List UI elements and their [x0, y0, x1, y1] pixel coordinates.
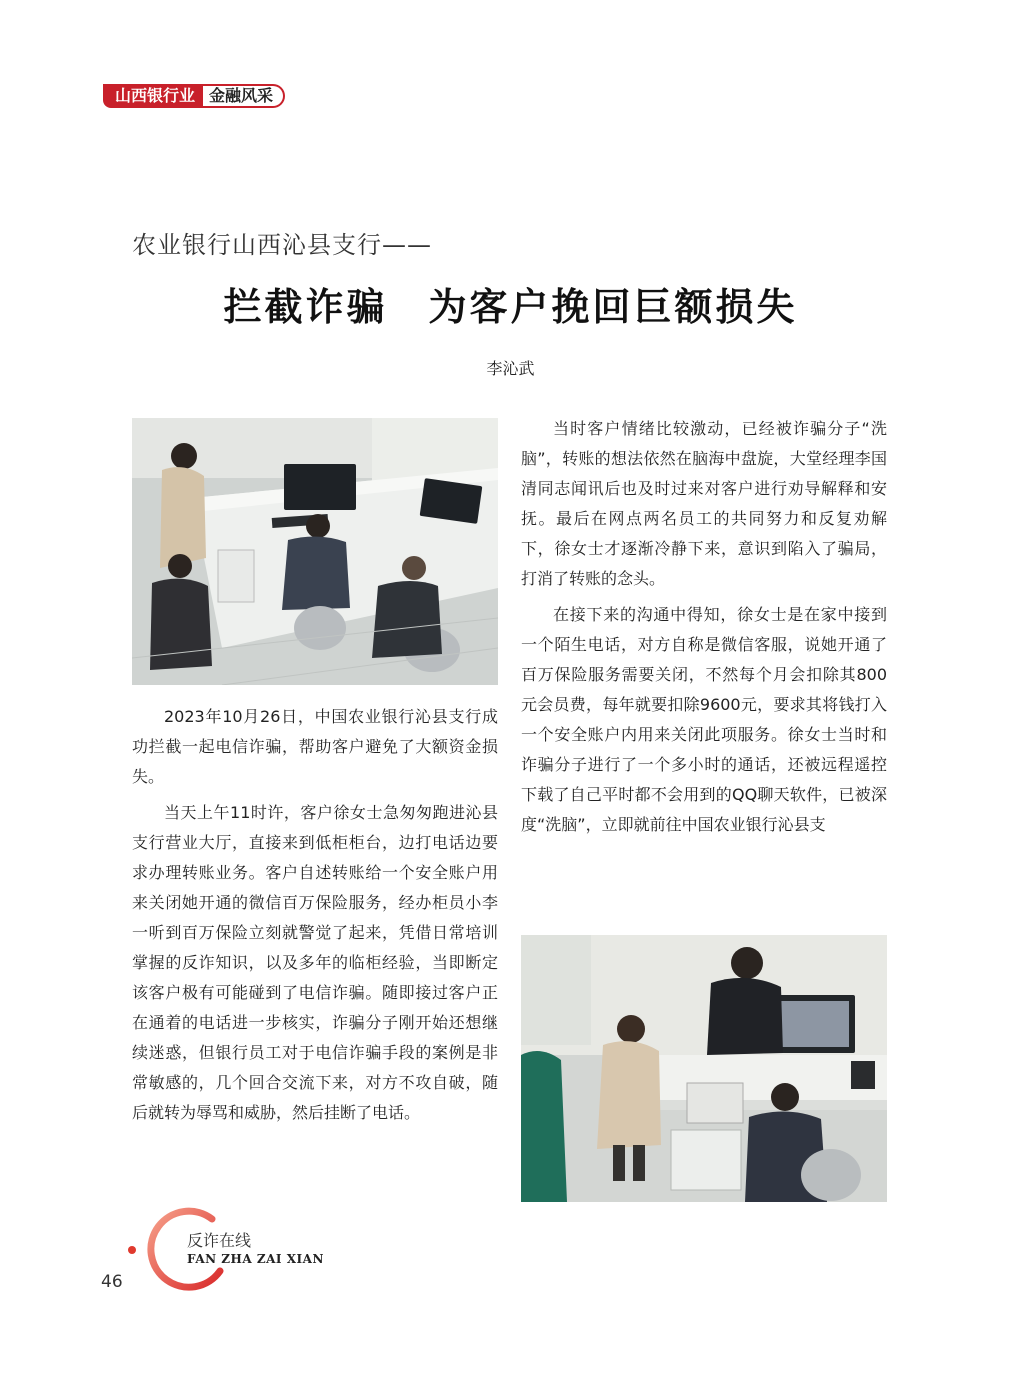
paragraph: 2023年10月26日，中国农业银行沁县支行成功拦截一起电信诈骗，帮助客户避免了大额资金损失。: [132, 707, 498, 786]
paragraph: 当天上午11时许，客户徐女士急匆匆跑进沁县支行营业大厅，直接来到低柜柜台，边打电话边要求办理转账业务。客户自述转账给一个安全账户用来关闭她开通的微信百万保险服务，经办柜员小李一听到百万保险立刻就警觉了起来，凭借日常培训掌握的反诈知识，以及多年的临柜经验，当即断定该客户极有可能碰到了电信诈骗。随即接过客户正在通着的电话进一步核实，诈骗分子刚开始还想继续迷惑，但银行员工对于电信诈骗手段的案例是非常敏感的，几个回合交流下来，对方不攻自破，随后就转为辱骂和威胁，然后挂断了电话。: [132, 803, 498, 1122]
article-title: 拦截诈骗 为客户挽回巨额损失: [223, 284, 798, 329]
article-subtitle: 农业银行山西沁县支行——: [132, 231, 432, 259]
photo-illustration-2: [521, 935, 887, 1202]
article-author: 李沁武: [486, 359, 535, 378]
section-header-tag: [103, 82, 285, 110]
footer-dot-icon: [128, 1246, 136, 1254]
paragraph: 当时客户情绪比较激动，已经被诈骗分子“洗脑”，转账的想法依然在脑海中盘旋，大堂经理李国清同志闻讯后也及时过来对客户进行劝导解释和安抚。最后在网点两名员工的共同努力和反复劝解下，徐女士才逐渐冷静下来，意识到陷入了骗局，打消了转账的念头。: [521, 419, 887, 588]
footer-section-name: 反诈在线: [187, 1231, 252, 1250]
page-number: 46: [101, 1272, 123, 1292]
paragraph: 在接下来的沟通中得知，徐女士是在家中接到一个陌生电话，对方自称是微信客服，说她开通了百万保险服务需要关闭，不然每个月会扣除其800元会员费，每年就要扣除9600元，要求其将钱打入一个安全账户内用来关闭此项服务。徐女士当时和诈骗分子进行了一个多小时的通话，还被远程遥控下载了自己平时都不会用到的QQ聊天软件，已被深度“洗脑”，立即就前往中国农业银行沁县支: [521, 605, 887, 834]
photo-illustration-1: [132, 418, 498, 685]
left-column: [132, 702, 498, 1134]
section-tag-secondary: 金融风采: [203, 84, 285, 108]
section-tag-primary: 山西银行业: [103, 84, 203, 108]
footer-section-pinyin: FAN ZHA ZAI XIAN: [187, 1252, 324, 1266]
photo-bank-counter-1: [132, 418, 498, 685]
right-column: [521, 414, 887, 846]
photo-bank-counter-2: [521, 935, 887, 1202]
